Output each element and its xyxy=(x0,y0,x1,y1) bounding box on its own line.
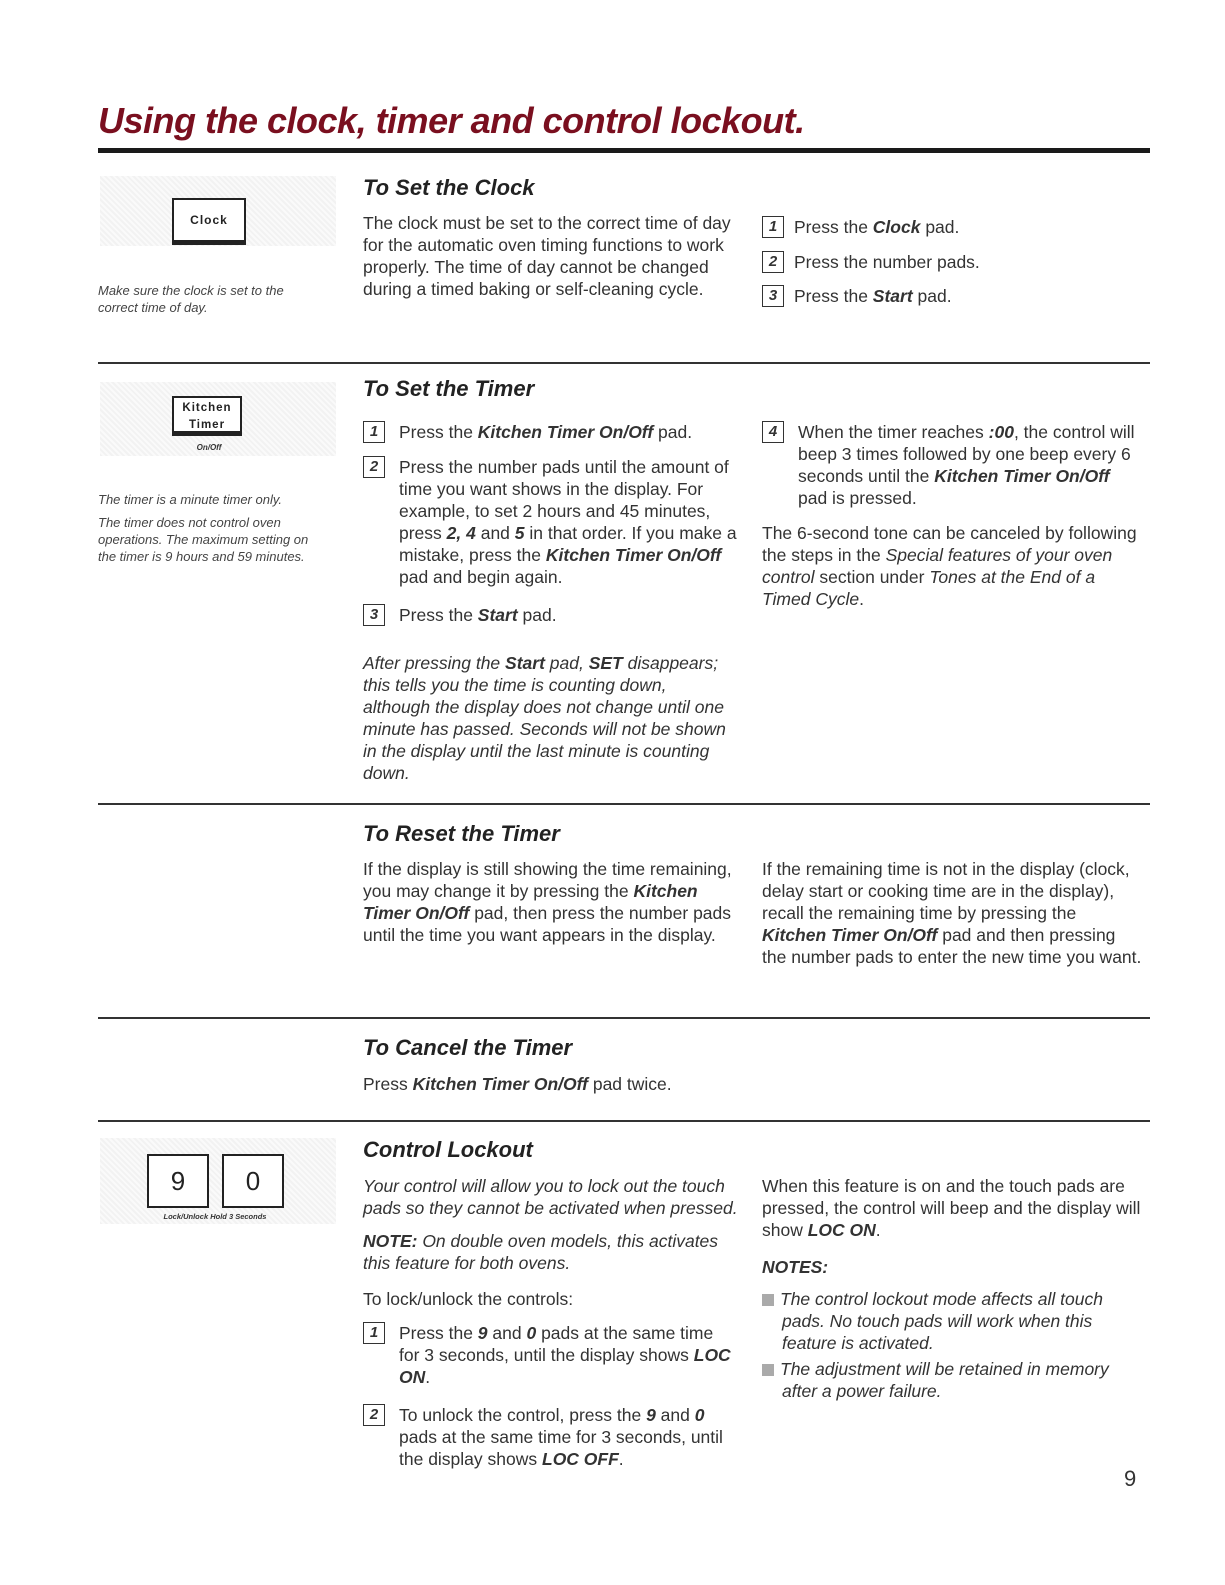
step-number: 2 xyxy=(363,1404,385,1426)
clock-pad-illustration: Clock xyxy=(172,198,246,245)
step-number: 2 xyxy=(363,456,385,478)
note-item-2: The adjustment will be retained in memory after a power failure. xyxy=(762,1358,1142,1402)
section-divider xyxy=(98,803,1150,805)
timer-pad-sublabel: On/Off xyxy=(196,443,222,452)
step-number: 1 xyxy=(363,1322,385,1344)
heading-set-timer: To Set the Timer xyxy=(363,376,535,401)
clock-step-2: 2 Press the number pads. xyxy=(762,251,1142,273)
timer-step-1: 1 Press the Kitchen Timer On/Off pad. xyxy=(363,421,747,443)
title-rule xyxy=(98,148,1150,153)
page-title: Using the clock, timer and control lockout. xyxy=(98,100,805,141)
reset-right-text: If the remaining time is not in the display (clock, delay start or cooking time are in the display), recall the remaining time by pressing the Kitchen Timer On/Off pad and then pressing the number pads to enter the new time you want. xyxy=(762,859,1142,967)
lockout-to-lock: To lock/unlock the controls: xyxy=(363,1289,574,1309)
section-divider xyxy=(98,1017,1150,1019)
lockout-right-text: When this feature is on and the touch pads are pressed, the control will beep and the display will show LOC ON. xyxy=(762,1176,1141,1240)
lockout-note: NOTE: On double oven models, this activates this feature for both ovens. xyxy=(363,1231,719,1273)
bullet-icon xyxy=(762,1294,774,1306)
timer-caption-2: The timer does not control oven operations. The maximum setting on the timer is 9 hours and 59 minutes. xyxy=(98,515,309,564)
clock-step-3: 3 Press the Start pad. xyxy=(762,285,1142,307)
step-number: 4 xyxy=(762,421,784,443)
timer-countdown-note: After pressing the Start pad, SET disappears; this tells you the time is counting down, although the display does not change until one minute has passed. Seconds will not be shown in the display until the last minute is counting down. xyxy=(363,653,726,783)
lockout-step-1: 1 Press the 9 and 0 pads at the same time for 3 seconds, until the display shows LOC ON. xyxy=(363,1322,735,1388)
heading-set-clock: To Set the Clock xyxy=(363,175,535,200)
lockout-step-2: 2 To unlock the control, press the 9 and 0 pads at the same time for 3 seconds, until the display shows LOC OFF. xyxy=(363,1404,735,1470)
nine-pad-illustration: 9 xyxy=(147,1154,209,1208)
heading-reset-timer: To Reset the Timer xyxy=(363,821,560,846)
step-number: 3 xyxy=(762,285,784,307)
step-number: 1 xyxy=(363,421,385,443)
reset-left-text: If the display is still showing the time remaining, you may change it by pressing the Kitchen Timer On/Off pad, then press the number pads until the time you want appears in the display. xyxy=(363,859,732,945)
zero-pad-illustration: 0 xyxy=(222,1154,284,1208)
notes-label: NOTES: xyxy=(762,1257,829,1277)
clock-step-1: 1 Press the Clock pad. xyxy=(762,216,1142,238)
timer-caption-1: The timer is a minute timer only. xyxy=(98,492,282,507)
heading-control-lockout: Control Lockout xyxy=(363,1137,533,1162)
timer-tone-note: The 6-second tone can be canceled by following the steps in the Special features of your oven control section under Tones at the End of a Timed Cycle. xyxy=(762,523,1137,609)
section-divider xyxy=(98,362,1150,364)
bullet-icon xyxy=(762,1364,774,1376)
section-divider xyxy=(98,1120,1150,1122)
step-number: 3 xyxy=(363,604,385,626)
lockout-intro: Your control will allow you to lock out the touch pads so they cannot be activated when pressed. xyxy=(363,1176,738,1218)
timer-step-4: 4 When the timer reaches :00, the control will beep 3 times followed by one beep every 6 seconds until the Kitchen Timer On/Off pad is pressed. xyxy=(762,421,1142,509)
kitchen-timer-pad-illustration: Kitchen Timer xyxy=(172,396,242,436)
step-number: 2 xyxy=(762,251,784,273)
note-item-1: The control lockout mode affects all touch pads. No touch pads will work when this feature is activated. xyxy=(762,1288,1142,1354)
heading-cancel-timer: To Cancel the Timer xyxy=(363,1035,573,1060)
lock-unlock-caption: Lock/Unlock Hold 3 Seconds xyxy=(163,1212,267,1221)
clock-body: The clock must be set to the correct time of day for the automatic oven timing functions to work properly. The time of day cannot be changed during a timed baking or self-cleaning cycle. xyxy=(363,213,731,299)
timer-step-2: 2 Press the number pads until the amount of time you want shows in the display. For example, to set 2 hours and 45 minutes, press 2, 4 and 5 in that order. If you make a mistake, press the Kitchen Timer On/Off pad and begin again. xyxy=(363,456,747,588)
page-number: 9 xyxy=(1124,1466,1137,1491)
cancel-text: Press Kitchen Timer On/Off pad twice. xyxy=(363,1074,672,1094)
step-number: 1 xyxy=(762,216,784,238)
timer-step-3: 3 Press the Start pad. xyxy=(363,604,747,626)
clock-caption: Make sure the clock is set to the correct time of day. xyxy=(98,283,284,315)
